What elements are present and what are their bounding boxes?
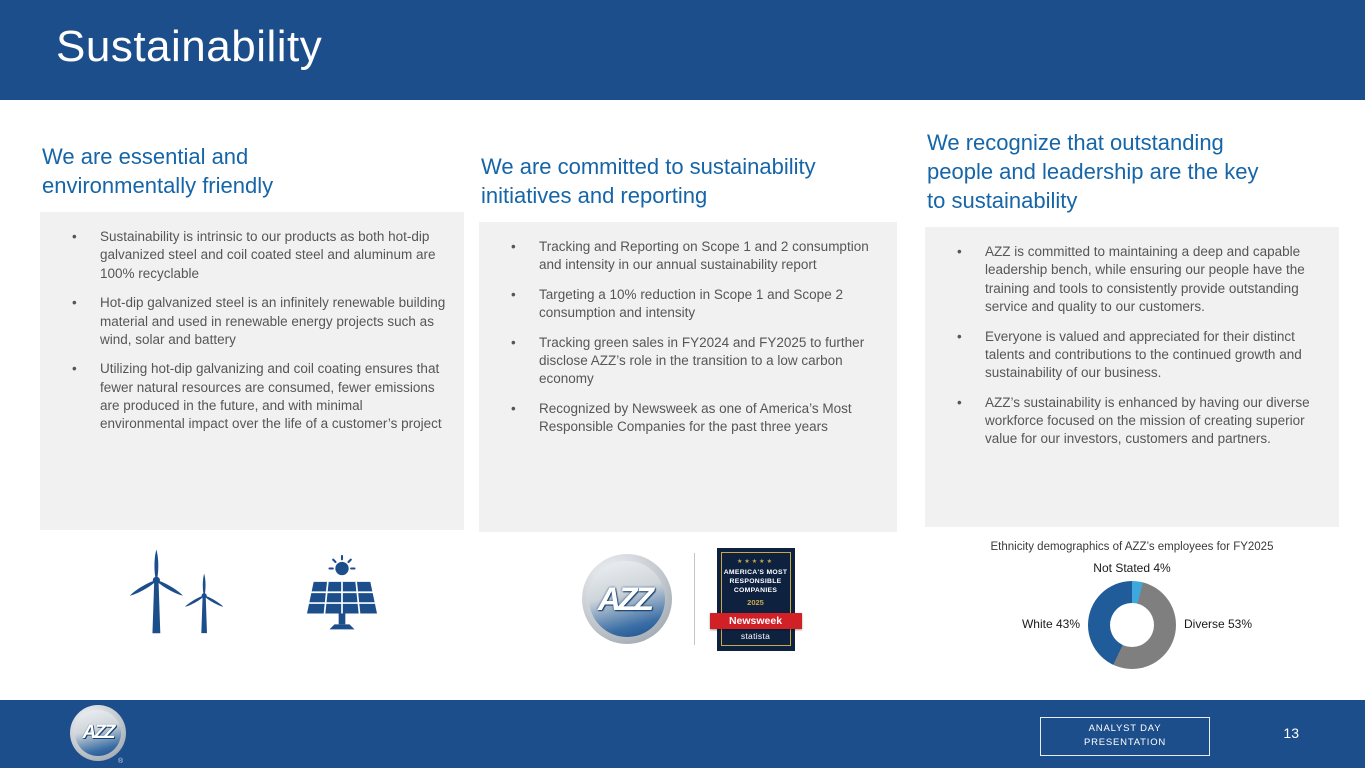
badge-line-1: AMERICA'S MOST xyxy=(723,569,788,577)
ethnicity-demographics-chart xyxy=(925,541,1339,679)
column-3-panel xyxy=(925,227,1339,527)
badge-line-3: COMPANIES xyxy=(733,587,778,595)
solar-panel-icon xyxy=(292,555,392,647)
column-people-leadership xyxy=(925,128,1339,679)
renewable-energy-icons xyxy=(40,546,464,647)
newsweek-ribbon: Newsweek xyxy=(710,613,802,629)
column-1-bullet-list xyxy=(54,228,450,434)
azz-logo xyxy=(582,554,672,644)
column-sustainability-initiatives xyxy=(479,152,897,651)
column-environmentally-friendly xyxy=(40,142,464,647)
azz-footer-logo xyxy=(70,705,126,761)
column-1-heading: We are essential and environmentally friendly xyxy=(42,144,274,199)
slide-footer xyxy=(0,700,1365,768)
page-number: 13 xyxy=(1283,725,1299,741)
azz-logo-inner xyxy=(589,561,665,637)
statista-logo: statista xyxy=(740,630,771,641)
chart-title: Ethnicity demographics of AZZ’s employees for FY2025 xyxy=(990,541,1274,554)
bullet: • Sustainability is intrinsic to our products as both hot-dip galvanized steel and coil coated steel and aluminum are 100% recyclable xyxy=(54,228,450,283)
chart-label-white: White 43% xyxy=(1021,617,1080,632)
slide-header xyxy=(0,0,1365,100)
bullet: • Everyone is valued and appreciated for their distinct talents and contributions to the continued growth and sustainability of our business. xyxy=(939,328,1325,383)
wind-turbine-icon xyxy=(112,546,240,647)
bullet: • AZZ’s sustainability is enhanced by having our diverse workforce focused on the mission of creating superior value for our investors, customers and partners. xyxy=(939,394,1325,449)
badge-year: 2025 xyxy=(747,597,764,607)
bullet: • Recognized by Newsweek as one of America’s Most Responsible Companies for the past three years xyxy=(493,400,883,437)
column-1-panel xyxy=(40,212,464,530)
analyst-day-badge: ANALYST DAY PRESENTATION xyxy=(1040,717,1210,756)
azz-footer-logo-inner xyxy=(75,710,121,756)
bullet: • AZZ is committed to maintaining a deep and capable leadership bench, while ensuring our people have the training and tools to consistently provide outstanding service and quality to our customers. xyxy=(939,243,1325,316)
logo-divider xyxy=(694,553,695,645)
donut-chart xyxy=(925,561,1339,679)
bullet: • Tracking green sales in FY2024 and FY2025 to further disclose AZZ’s role in the transition to a low carbon economy xyxy=(493,334,883,389)
column-3-bullet-list xyxy=(939,243,1325,449)
bullet: • Tracking and Reporting on Scope 1 and 2 consumption and intensity in our annual sustainability report xyxy=(493,238,883,275)
azz-logo-text: AZZ xyxy=(597,580,652,617)
column-2-bullet-list xyxy=(493,238,883,436)
azz-footer-logo-text: AZZ xyxy=(82,722,114,743)
bullet: • Targeting a 10% reduction in Scope 1 and Scope 2 consumption and intensity xyxy=(493,286,883,323)
chart-label-diverse: Diverse 53% xyxy=(1184,617,1253,632)
column-2-panel xyxy=(479,222,897,532)
bullet: • Hot-dip galvanized steel is an infinitely renewable building material and used in renewable energy projects such as wind, solar and battery xyxy=(54,294,450,349)
stars-icon: ★★★★★ xyxy=(737,559,774,566)
badge-line-2: RESPONSIBLE xyxy=(729,578,782,586)
newsweek-badge-frame xyxy=(721,552,791,646)
registered-mark: ® xyxy=(118,758,124,765)
bullet: • Utilizing hot-dip galvanizing and coil coating ensures that fewer natural resources are consumed, fewer emissions are produced in the future, and with minimal environmental impact over the life of a customer’s project xyxy=(54,360,450,433)
recognition-logos xyxy=(479,548,897,651)
column-3-heading: We recognize that outstanding people and leadership are the key to sustainability xyxy=(927,130,1259,214)
newsweek-badge xyxy=(717,548,795,651)
slide-title: Sustainability xyxy=(56,22,323,71)
chart-label-not-stated: Not Stated 4% xyxy=(1093,561,1171,576)
donut-graphic xyxy=(1088,581,1176,669)
column-2-heading: We are committed to sustainability initiatives and reporting xyxy=(481,154,816,209)
